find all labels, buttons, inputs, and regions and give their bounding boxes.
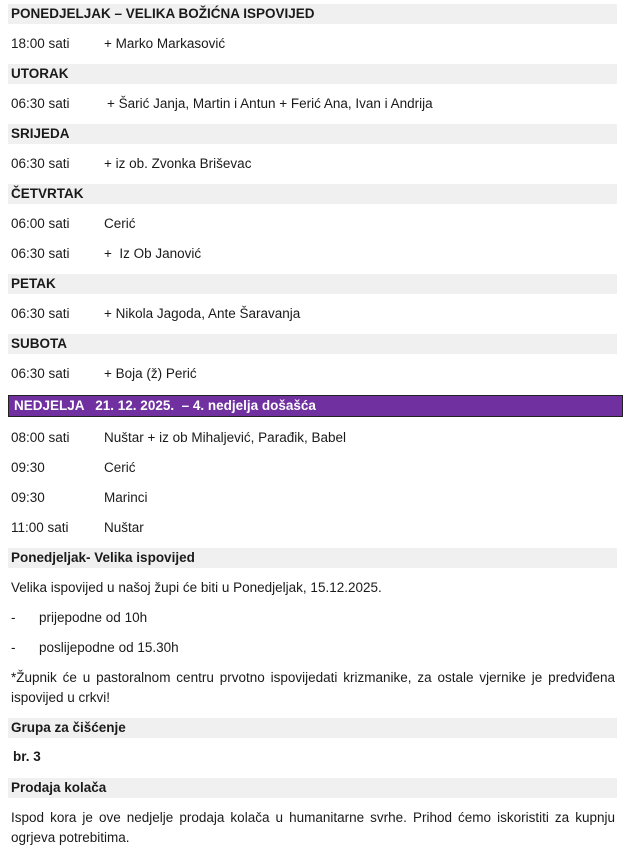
mass-time: 18:00 sati	[11, 36, 70, 51]
mass-intention: + Marko Markasović	[104, 36, 226, 51]
monday-header: PONEDJELJAK – VELIKA BOŽIĆNA ISPOVIJED	[8, 4, 617, 24]
thursday-header: ČETVRTAK	[8, 184, 617, 204]
cleaning-group: br. 3	[13, 749, 41, 764]
friday-header: PETAK	[8, 274, 617, 294]
confession-item-text: prijepodne od 10h	[39, 610, 148, 625]
mass-intention: + Boja (ž) Perić	[104, 366, 197, 381]
confession-note: *Župnik će u pastoralnom centru prvotno ispovijedati krizmanike, za ostale vjernike je predviđena ispovijed u crkvi!	[11, 670, 615, 705]
mass-location: Nuštar	[104, 520, 144, 535]
mass-time: 06:30 sati	[11, 156, 70, 171]
wednesday-header: SRIJEDA	[8, 124, 617, 144]
tuesday-header: UTORAK	[8, 64, 617, 84]
mass-time: 09:30	[11, 490, 45, 505]
confession-header: Ponedjeljak- Velika ispovijed	[8, 548, 617, 568]
mass-time: 06:30 sati	[11, 96, 70, 111]
cakes-text: Ispod kora je ove nedjelje prodaja kolača u humanitarne svrhe. Prihod ćemo iskoristiti za kupnju ogrjeva potrebitima.	[11, 810, 615, 845]
confession-item-text: poslijepodne od 15.30h	[39, 640, 179, 655]
mass-time: 06:30 sati	[11, 246, 70, 261]
mass-location: Cerić	[104, 460, 136, 475]
confession-intro: Velika ispovijed u našoj župi će biti u Ponedjeljak, 15.12.2025.	[11, 580, 382, 595]
dash-marker: -	[11, 610, 16, 625]
mass-time: 06:30 sati	[11, 366, 70, 381]
mass-time: 08:00 sati	[11, 430, 70, 445]
sunday-header: NEDJELJA 21. 12. 2025. – 4. nedjelja došašća	[8, 395, 623, 417]
mass-time: 06:30 sati	[11, 306, 70, 321]
cleaning-header: Grupa za čišćenje	[8, 718, 617, 738]
mass-intention: + Iz Ob Janović	[104, 246, 202, 261]
mass-time: 11:00 sati	[11, 520, 69, 535]
mass-location: Marinci	[104, 490, 148, 505]
mass-intention: + Nikola Jagoda, Ante Šaravanja	[104, 306, 301, 321]
dash-marker: -	[11, 640, 16, 655]
mass-intention: + Šarić Janja, Martin i Antun + Ferić Ana, Ivan i Andrija	[107, 96, 433, 111]
saturday-header: SUBOTA	[8, 334, 617, 354]
mass-time: 06:00 sati	[11, 216, 70, 231]
cakes-header: Prodaja kolača	[8, 778, 617, 798]
mass-location: Cerić	[104, 216, 136, 231]
mass-time: 09:30	[11, 460, 45, 475]
mass-intention: Nuštar + iz ob Mihaljević, Parađik, Babel	[104, 430, 346, 445]
mass-intention: + iz ob. Zvonka Briševac	[104, 156, 252, 171]
